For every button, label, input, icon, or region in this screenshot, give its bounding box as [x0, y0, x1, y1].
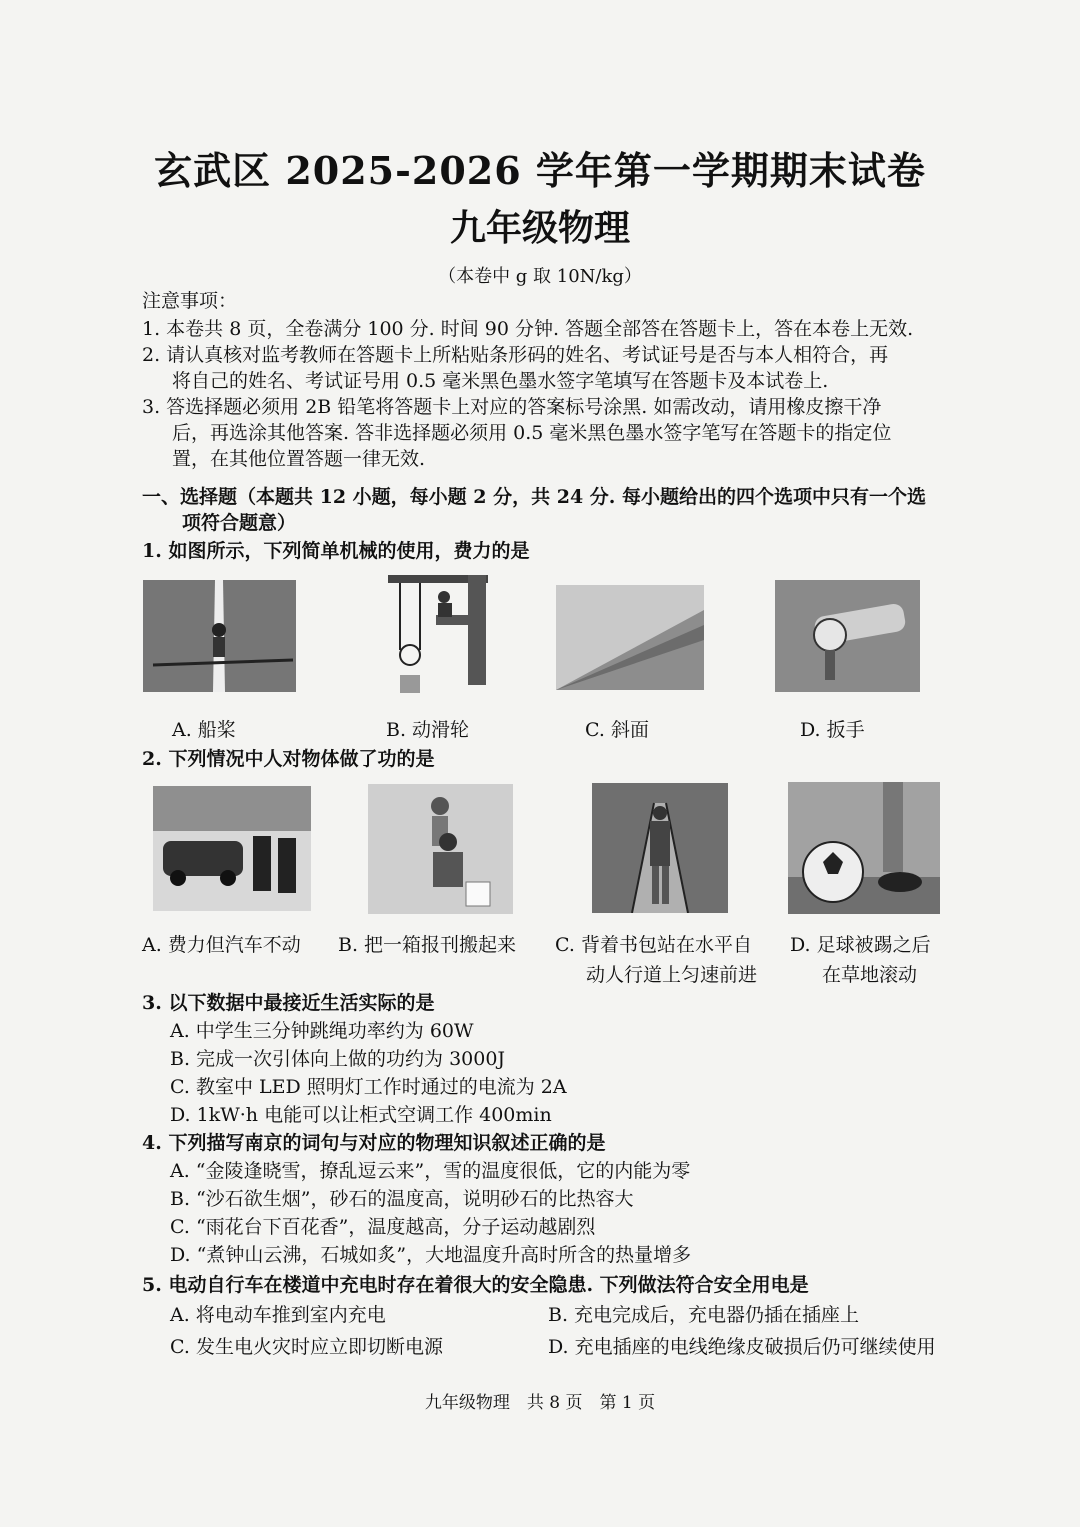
football-image [788, 782, 940, 914]
question-3: 3. 以下数据中最接近生活实际的是 [142, 992, 435, 1014]
exam-title: 玄武区 2025-2026 学年第一学期期末试卷 [154, 148, 926, 193]
q3-option-d: D. 1kW·h 电能可以让柜式空调工作 400min [170, 1104, 552, 1126]
q5-option-a: A. 将电动车推到室内充电 [170, 1304, 386, 1326]
section-heading: 一、选择题（本题共 12 小题，每小题 2 分，共 24 分. 每小题给出的四个选项中只有一个选 [142, 486, 927, 508]
question-4: 4. 下列描写南京的词句与对应的物理知识叙述正确的是 [142, 1132, 606, 1154]
notice-item-2: 2. 请认真核对监考教师在答题卡上所粘贴条形码的姓名、考试证号是否与本人相符合，再 [142, 344, 889, 366]
section-heading-cont: 项符合题意） [182, 512, 297, 534]
q2-option-b: B. 把一箱报刊搬起来 [338, 934, 517, 956]
q3-option-a: A. 中学生三分钟跳绳功率约为 60W [170, 1020, 474, 1042]
q2-option-c: C. 背着书包站在水平自 [555, 934, 752, 956]
q5-option-d: D. 充电插座的电线绝缘皮破损后仍可继续使用 [548, 1336, 936, 1358]
q2-option-c-cont: 动人行道上匀速前进 [586, 964, 758, 986]
notice-item-1: 1. 本卷共 8 页，全卷满分 100 分. 时间 90 分钟. 答题全部答在答题卡上，答在本卷上无效. [142, 318, 914, 340]
q2-option-d-cont: 在草地滚动 [822, 964, 918, 986]
gravity-note: （本卷中 g 取 10N/kg） [438, 266, 642, 287]
q1-option-d: D. 扳手 [800, 719, 865, 741]
lift-box-icon [368, 784, 513, 914]
wrench-icon [775, 580, 920, 692]
pulley-icon [388, 575, 488, 700]
football-icon [788, 782, 940, 914]
pulley-image [388, 575, 488, 700]
push-car-icon [153, 786, 311, 911]
q4-option-a: A. “金陵逢晓雪，撩乱逗云来”，雪的温度很低，它的内能为零 [170, 1160, 691, 1182]
wrench-image [775, 580, 920, 692]
rowing-oar-icon [143, 580, 296, 692]
notice-item-3: 3. 答选择题必须用 2B 铅笔将答题卡上对应的答案标号涂黑. 如需改动，请用橡皮擦干净 [142, 396, 882, 418]
walkway-image [592, 783, 728, 913]
notice-item-3-cont2: 置，在其他位置答题一律无效. [172, 448, 426, 470]
q4-option-d: D. “煮钟山云沸，石城如炙”，大地温度升高时所含的热量增多 [170, 1244, 692, 1266]
q3-option-b: B. 完成一次引体向上做的功约为 3000J [170, 1048, 506, 1070]
question-5: 5. 电动自行车在楼道中充电时存在着很大的安全隐患. 下列做法符合安全用电是 [142, 1274, 809, 1296]
question-2: 2. 下列情况中人对物体做了功的是 [142, 748, 435, 770]
question-1: 1. 如图所示，下列简单机械的使用，费力的是 [142, 540, 530, 562]
q5-option-c: C. 发生电火灾时应立即切断电源 [170, 1336, 443, 1358]
page-footer: 九年级物理 共 8 页 第 1 页 [424, 1393, 656, 1413]
incline-icon [556, 585, 704, 690]
push-car-image [153, 786, 311, 911]
q2-option-a: A. 费力但汽车不动 [142, 934, 301, 956]
lift-box-image [368, 784, 513, 914]
notice-item-3-cont: 后，再选涂其他答案. 答非选择题必须用 0.5 毫米黑色墨水签字笔写在答题卡的指定位 [172, 422, 892, 444]
q4-option-b: B. “沙石欲生烟”，砂石的温度高，说明砂石的比热容大 [170, 1188, 634, 1210]
incline-image [556, 585, 704, 690]
q1-option-b: B. 动滑轮 [386, 719, 470, 741]
q2-option-d: D. 足球被踢之后 [790, 934, 931, 956]
rowing-oar-image [143, 580, 296, 692]
q3-option-c: C. 教室中 LED 照明灯工作时通过的电流为 2A [170, 1076, 567, 1098]
q1-option-c: C. 斜面 [585, 719, 649, 741]
q5-option-b: B. 充电完成后，充电器仍插在插座上 [548, 1304, 860, 1326]
exam-subject: 九年级物理 [449, 207, 630, 249]
q4-option-c: C. “雨花台下百花香”，温度越高，分子运动越剧烈 [170, 1216, 596, 1238]
notice-heading: 注意事项： [142, 290, 238, 312]
notice-item-2-cont: 将自己的姓名、考试证号用 0.5 毫米黑色墨水签字笔填写在答题卡及本试卷上. [172, 370, 829, 392]
walkway-icon [592, 783, 728, 913]
q1-option-a: A. 船桨 [172, 719, 236, 741]
